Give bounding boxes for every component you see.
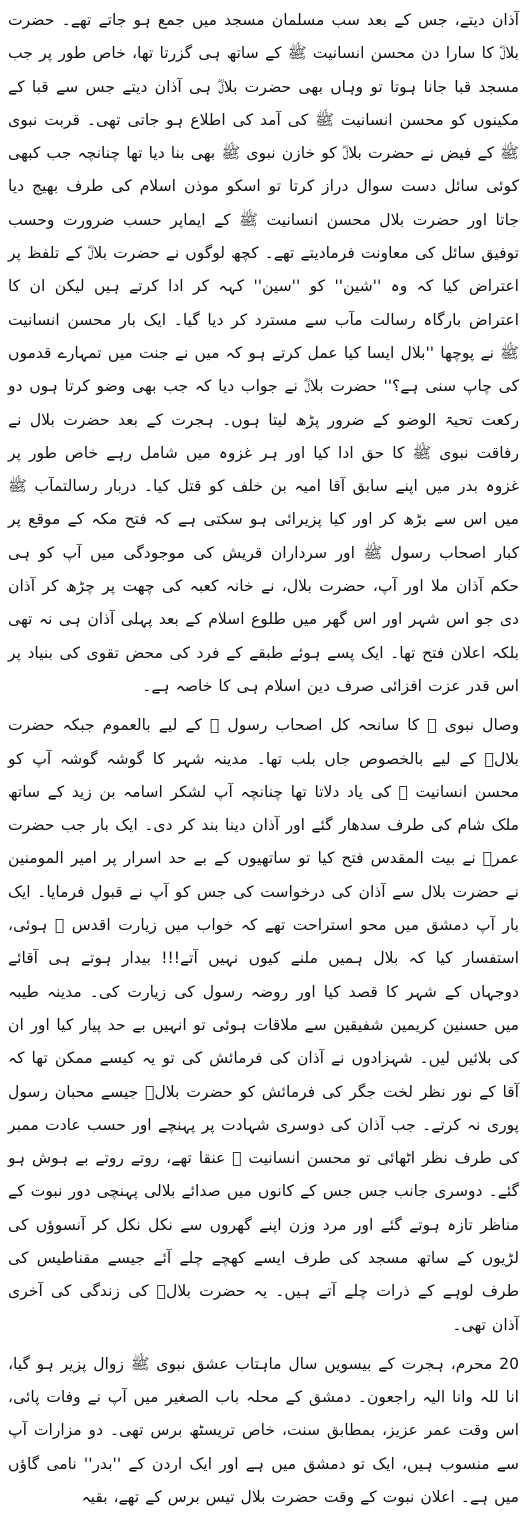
paragraph-demise: 20 محرم، ہجرت کے بیسویں سال ماہتاب عشق نبوی ﷺ زوال پزیر ہو گیا، انا للہ وانا الیہ راجعون۔ دمشق کے محلہ باب الصغیر میں آپ نے وفات پائی، اس وقت عمر عزیز، بمطابق سنت، خاص تریسٹھ برس تھی۔ دو مزارات آپ سے منسوب ہیں، ایک تو دمشق میں ہے اور ایک اردن کے ''بدر'' نامی گاؤں میں ہے۔ اعلان نبوت کے وقت حضرت بلال تیس برس کے تھے، بقیہ (8, 1354, 519, 1507)
paragraph-last-adhan: وصال نبوی ﷺ کا سانحہ کل اصحاب رسول ﷺ کے لیے بالعموم جبکہ حضرت بلالؓ کے لیے بالخصوص جاں بلب تھا۔ مدینہ شہر کا گوشہ گوشہ آپ کو محسن انسانیت ﷺ کی یاد دلاتا تھا چنانچہ آپ لشکر اسامہ بن زید کے ساتھ ملک شام کی طرف سدھار گئے اور آذان دینا بند کر دی۔ ایک بار جب حضرت عمرؓ نے بیت المقدس فتح کیا تو ساتھیوں کے بے حد اسرار پر امیر المومنین نے حضرت بلال سے آذان کی درخواست کی جس کو آپ نے قبول فرمایا۔ ایک بار آپ دمشق میں محو استراحت تھے کہ خواب میں زیارت اقدس ﷺ ہوئی، استفسار کیا کہ بلال ہمیں ملنے کیوں نہیں آتے!!! بیدار ہوتے ہی آقائے دوجہاں کے شہر کا قصد کیا اور روضہ رسول کی زیارت کی۔ مدینہ طیبہ میں حسنین کریمین شفیقین سے ملاقات ہوئی تو انہیں بے حد پیار کیا اور ان کی بلائیں لیں۔ شہزادوں نے آذان کی فرمائش کی تو یہ کیسے ممکن تھا کہ آقا کے نور نظر لخت جگر کی فرمائش کو حضرت بلالؓ جیسے محبان رسول پوری نہ کرتے۔ جب آذان کی دوسری شہادت پر پہنچے اور حسب عادت ممبر کی طرف نظر اٹھائی تو محسن انسانیت ﷺ عنقا تھے، روتے روتے بے ہوش ہو گئے۔ دوسری جانب جس جس کے کانوں میں صدائے بلالی پہنچی دور نبوت کے مناظر تازہ ہوتے گئے اور مرد وزن اپنے گھروں سے نکل نکل کر آنسوؤں کی لڑیوں کے ساتھ مسجد کی طرف ایسے کھچے چلے آئے جیسے مقناطیس کی طرف لوہے کے ذرات چلے آتے ہیں۔ یہ حضرت بلالؓ کی زندگی کی آخری آذان تھی۔ (8, 716, 519, 1334)
paragraph-bilal-service: آذان دیتے، جس کے بعد سب مسلمان مسجد میں جمع ہو جاتے تھے۔ حضرت بلالؓ کا سارا دن محسن انسانیت ﷺ کے ساتھ ہی گزرتا تھا، خاص طور پر جب مسجد قبا جانا ہوتا تو وہاں بھی حضرت بلالؓ ہی آذان دیتے جس سے قبا کے مکینوں کو محسن انسانیت ﷺ کی آمد کی اطلاع ہو جاتی تھی۔ قربت نبوی ﷺ کے فیض نے حضرت بلالؓ کو خازن نبوی ﷺ بھی بنا دیا تھا چنانچہ جب کبھی کوئی سائل دست سوال دراز کرتا تو اسکو موذن اسلام کی طرف بھیج دیا جاتا اور حضرت بلال محسن انسانیت ﷺ کے ایماپر حسب ضرورت وحسب توفیق سائل کی معاونت فرمادیتے تھے۔ کچھ لوگوں نے حضرت بلالؓ کے تلفظ پر اعتراض کیا کہ وہ ''شین'' کو ''سین'' کہہ کر ادا کرتے ہیں لیکن ان کا اعتراض بارگاہ رسالت مآب سے مسترد کر دیا گیا۔ ایک بار محسن انسانیت ﷺ نے پوچھا ''بلال ایسا کیا عمل کرتے ہو کہ میں نے جنت میں تمہارے قدموں کی چاپ سنی ہے؟'' حضرت بلالؓ نے جواب دیا کہ جب بھی وضو کرتا ہوں دو رکعت تحیۃ الوضو کے ضرور پڑھ لیتا ہوں۔ ہجرت کے بعد حضرت بلال نے رفاقت نبوی ﷺ کا حق ادا کیا اور ہر غزوہ میں شامل رہے خاص طور پر غزوہ بدر میں اپنے سابق آقا امیہ بن خلف کو قتل کیا۔ دربار رسالتمآب ﷺ میں اس سے بڑھ کر اور کیا پزیرائی ہو سکتی ہے کہ فتح مکہ کے موقع پر کبار اصحاب رسول ﷺ اور سرداران قریش کی موجودگی میں آپ کو ہی حکم آذان ملا اور آپ، حضرت بلال، نے خانہ کعبہ کی چھت پر چڑھ کر آذان دی جو اس شہر اور اس گھر میں طلوع اسلام کے بعد پہلی آذان ہی نہ تھی بلکہ اعلان فتح تھا۔ ایک پسے ہوئے طبقے کے فرد کی محض تقوی کی بنیاد پر اس قدر عزت افزائی صرف دین اسلام ہی کا خاصہ ہے۔ (8, 11, 519, 695)
